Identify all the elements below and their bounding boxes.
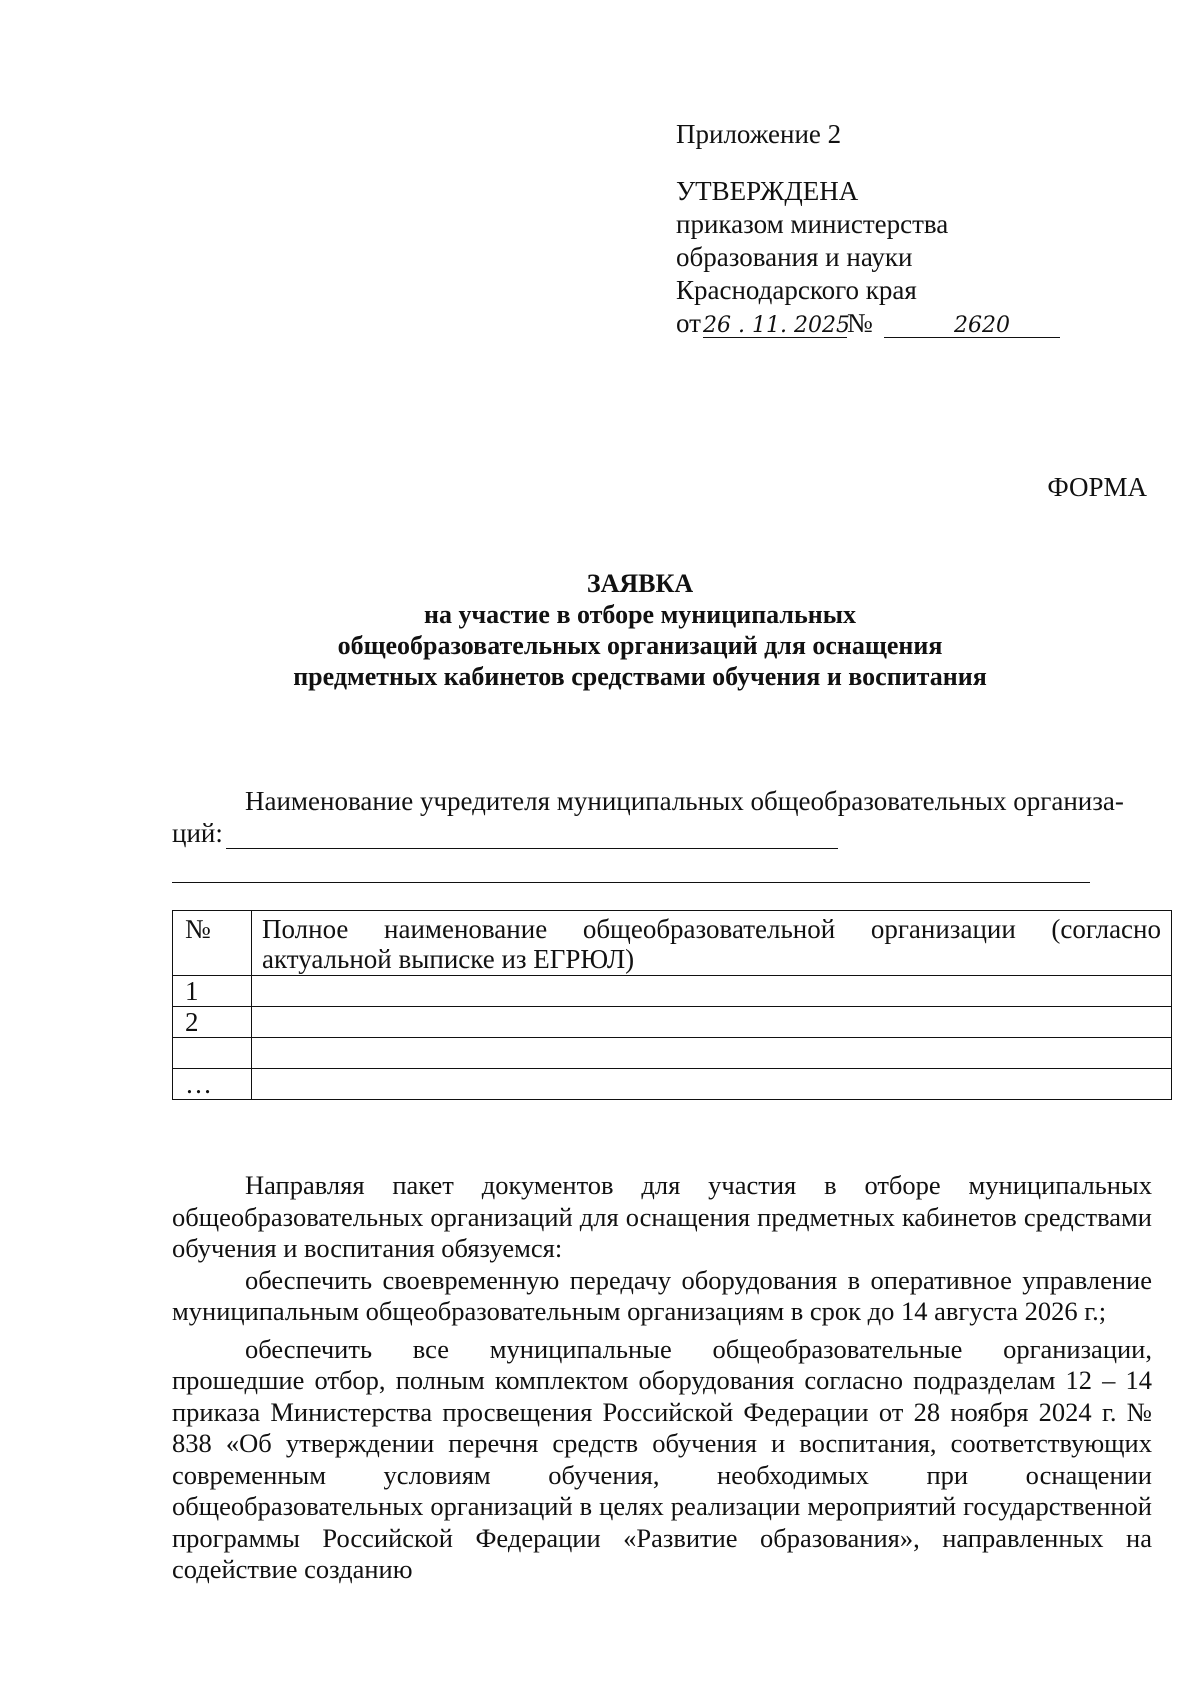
order-number-field [884,307,1060,338]
row-number [173,1038,252,1069]
row-number: 2 [173,1007,252,1038]
obligations-section [172,1170,1152,1586]
table-header-row [173,911,1172,976]
title-sub-2: общеобразовательных организаций для оснащения [337,631,943,660]
table-row [173,1069,1172,1100]
founder-label-line-1: Наименование учредителя муниципальных общеобразовательных организа- [245,786,1124,816]
table-row [173,1038,1172,1069]
approval-line-3: Краснодарского края [676,275,917,305]
order-date-field [703,307,850,338]
title-sub-1: на участие в отборе муниципальных [423,600,857,629]
title-main: ЗАЯВКА [586,569,694,598]
organizations-table [172,910,1172,1100]
approved-label: УТВЕРЖДЕНА [676,176,859,206]
table-row [173,976,1172,1007]
number-sign: № [847,308,873,338]
row-number: 1 [173,976,252,1007]
row-org-name-cell [252,976,1172,1007]
founder-label-line-2: ций: [172,818,223,848]
founder-name-blank-2 [172,852,1090,883]
approval-block [676,118,1010,340]
order-date-line [676,307,1010,340]
founder-name-blank-1 [226,818,838,849]
row-number: … [173,1069,252,1100]
appendix-label: Приложение 2 [676,119,842,149]
column-name-header-text: Полное наименование общеобразовательной организации (согласно актуальной выписке из ЕГРЮЛ) [262,914,1161,974]
form-label: ФОРМА [1047,472,1147,502]
row-org-name-cell [252,1007,1172,1038]
obligation-item-1: обеспечить своевременную передачу оборудования в оперативное управление муниципальным общеобразовательным организациям в срок до 14 августа 2026 г.; [172,1264,1152,1326]
column-number-header: № [173,911,252,976]
row-org-name-cell [252,1069,1172,1100]
date-prefix: от [676,308,701,338]
obligation-item-2: обеспечить все муниципальные общеобразовательные организации, прошедшие отбор, полным комплектом оборудования согласно подразделам 12 – 14 приказа Министерства просвещения Российской Федерации от 28 ноября 2024 г. № 838 «Об утверждении перечня средств обучения и воспитания, соответствующих современным условиям обучения, необходимых при оснащении общеобразовательных организаций в целях реализации мероприятий государственной программы Российской Федерации «Развитие образования», направленных на содействие созданию [172,1333,1152,1584]
row-org-name-cell [252,1038,1172,1069]
order-number-handwritten: 2620 [954,313,1010,338]
order-date-handwritten: 26 . 11. 2025 [703,313,850,338]
title-sub-3: предметных кабинетов средствами обучения и воспитания [293,662,987,691]
column-name-header [252,911,1172,976]
approval-line-1: приказом министерства [676,209,949,239]
document-title [140,568,1140,692]
table-row [173,1007,1172,1038]
approval-line-2: образования и науки [676,242,913,272]
obligations-intro: Направляя пакет документов для участия в отборе муниципальных общеобразовательных организаций для оснащения предметных кабинетов средствами обучения и воспитания обязуемся: [172,1170,1152,1263]
